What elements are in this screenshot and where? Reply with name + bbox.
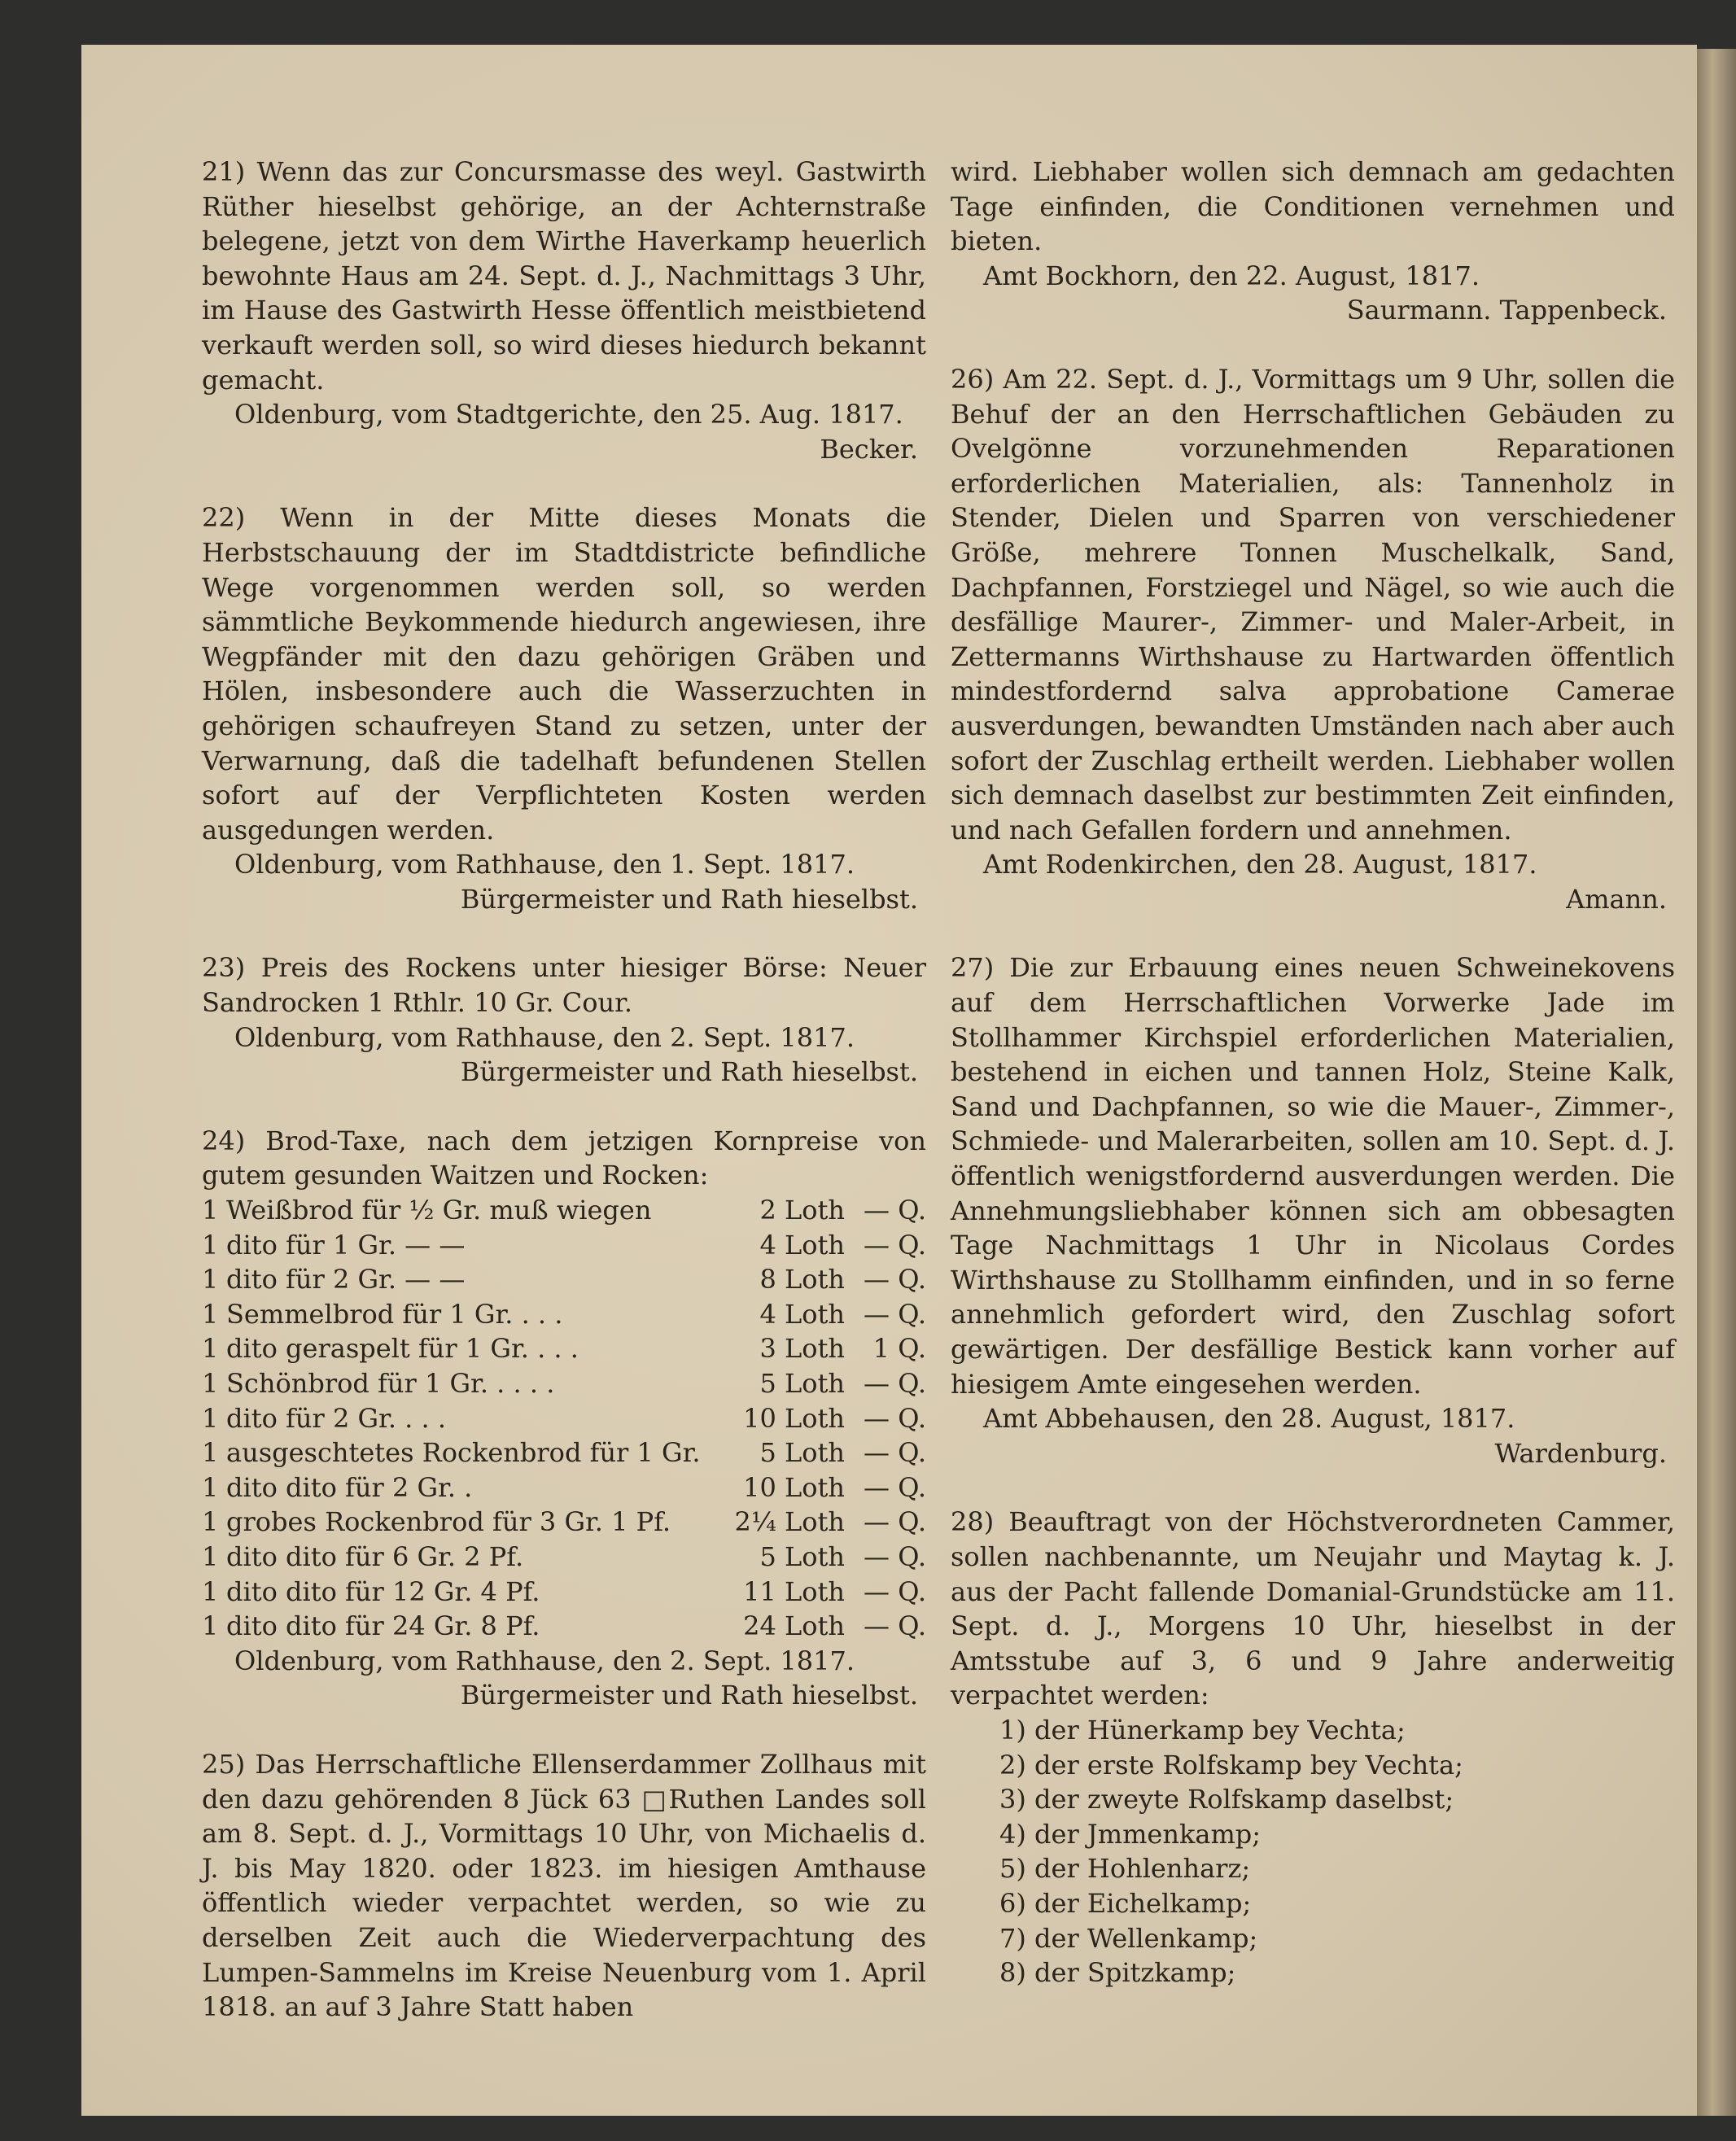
notice-23-signature: Bürgermeister und Rath hieselbst. — [460, 1056, 918, 1088]
notice-25-place: Amt Bockhorn, den 22. August, 1817. — [983, 260, 1480, 291]
table-row: 1 Schönbrod für 1 Gr. . . . . 5 Loth — Q. — [202, 1368, 926, 1399]
notice-27-place: Amt Abbehausen, den 28. August, 1817. — [983, 1403, 1515, 1435]
notice-24-place: Oldenburg, vom Rathhause, den 2. Sept. 1817. — [234, 1645, 855, 1676]
notice-21-place: Oldenburg, vom Stadtgerichte, den 25. Aug. 1817. — [234, 399, 903, 430]
notice-22-signature: Bürgermeister und Rath hieselbst. — [460, 883, 918, 915]
notice-26-text: 26) Am 22. Sept. d. J., Vormittags um 9 Uhr, sollen die Behuf der an den Herrschaftlichen Gebäuden zu Ovelgönne vorzunehmenden Reparationen erforderlichen Materialien, als: Tannenholz in Stender, Dielen und Sparren von verschiedener Größe, mehrere Tonnen Muschelkalk, Sand, Dachpfannen, Forstziegel und Nägel, so wie auch die desfällige Maurer-, Zimmer- und Maler-Arbeit, in Zettermanns Wirthshause zu Hartwarden öffentlich mindestfordernd salva approbatione Camerae ausverdungen, bewandten Umständen nach aber auch sofort der Zuschlag ertheilt werden. Liebhaber wollen sich demnach daselbst zur bestimmten Zeit einfinden, und nach Gefallen fordern und annehmen. — [951, 363, 1675, 845]
list-item: 5) der Hohlenharz; — [999, 1853, 1251, 1885]
notice-26-signature: Amann. — [1566, 883, 1667, 915]
table-row: 1 dito dito für 24 Gr. 8 Pf. 24 Loth — Q. — [202, 1610, 926, 1642]
list-item: 4) der Jmmenkamp; — [999, 1818, 1262, 1850]
notice-21-signature: Becker. — [820, 433, 918, 465]
list-item: 1) der Hünerkamp bey Vechta; — [999, 1714, 1406, 1746]
parcel-list — [951, 1713, 1675, 1990]
table-row: 1 dito für 1 Gr. — — 4 Loth — Q. — [202, 1229, 926, 1261]
table-row: 1 dito geraspelt für 1 Gr. . . . 3 Loth 1 Q. — [202, 1333, 926, 1365]
notice-22-place: Oldenburg, vom Rathhause, den 1. Sept. 1817. — [234, 849, 855, 880]
table-row: 1 dito dito für 2 Gr. . 10 Loth — Q. — [202, 1471, 926, 1503]
notice-28-text: 28) Beauftragt von der Höchstverordneten Cammer, sollen nachbenannte, um Neujahr und Maytag k. J. aus der Pacht fallende Domanial-Grundstücke am 11. Sept. d. J., Morgens 10 Uhr, hieselbst in der Amtsstube auf 3, 6 und 9 Jahre anderweitig verpachtet werden: — [951, 1506, 1675, 1711]
left-column — [202, 155, 926, 2025]
table-row: 1 dito für 2 Gr. — — 8 Loth — Q. — [202, 1264, 926, 1296]
table-row: 1 dito dito für 6 Gr. 2 Pf. 5 Loth — Q. — [202, 1540, 926, 1572]
table-row: 1 Semmelbrod für 1 Gr. . . . 4 Loth — Q. — [202, 1298, 926, 1330]
notice-25-text: 25) Das Herrschaftliche Ellenserdammer Zollhaus mit den dazu gehörenden 8 Jück 63 □Ruthen Landes soll am 8. Sept. d. J., Vormittags 10 Uhr, von Michaelis d. J. bis May 1820. oder 1823. im hiesigen Amthause öffentlich wieder verpachtet werden, so wie zu derselben Zeit auch die Wiederverpachtung des Lumpen-Sammelns im Kreise Neuenburg vom 1. April 1818. an auf 3 Jahre Statt haben — [202, 1748, 926, 2023]
next-page-edge — [1697, 49, 1736, 2116]
notice-24-text: 24) Brod-Taxe, nach dem jetzigen Kornpreise von gutem gesunden Waitzen und Rocken: — [202, 1125, 926, 1191]
list-item: 8) der Spitzkamp; — [999, 1957, 1236, 1989]
notice-27-text: 27) Die zur Erbauung eines neuen Schweinekovens auf dem Herrschaftlichen Vorwerke Jade im Stollhammer Kirchspiel erforderlichen Materialien, bestehend in eichen und tannen Holz, Steine Kalk, Sand und Dachpfannen, so wie die Mauer-, Zimmer-, Schmiede- und Malerarbeiten, sollen am 10. Sept. d. J. öffentlich wenigstfordernd ausverdungen werden. Die Annehmungsliebhaber können sich am obbesagten Tage Nachmittags 1 Uhr in Nicolaus Cordes Wirthshause zu Stollhamm einfinden, und in so ferne annehmlich gefordert wird, den Zuschlag sofort gewärtigen. Der desfällige Bestick kann vorher auf hiesigem Amte eingesehen werden. — [951, 952, 1675, 1400]
notice-27-signature: Wardenburg. — [1494, 1437, 1667, 1469]
list-item: 7) der Wellenkamp; — [999, 1922, 1258, 1954]
table-row: 1 dito dito für 12 Gr. 4 Pf. 11 Loth — Q. — [202, 1575, 926, 1607]
right-column — [951, 155, 1675, 1990]
notice-26-place: Amt Rodenkirchen, den 28. August, 1817. — [983, 849, 1537, 880]
notice-25-signature: Saurmann. Tappenbeck. — [1346, 295, 1667, 326]
list-item: 2) der erste Rolfskamp bey Vechta; — [999, 1749, 1463, 1781]
table-row: 1 dito für 2 Gr. . . . 10 Loth — Q. — [202, 1402, 926, 1434]
list-item: 3) der zweyte Rolfskamp daselbst; — [999, 1784, 1454, 1815]
notice-21-text: 21) Wenn das zur Concursmasse des weyl. Gastwirth Rüther hieselbst gehörige, an der Achternstraße belegene, jetzt von dem Wirthe Haverkamp heuerlich bewohnte Haus am 24. Sept. d. J., Nachmittags 3 Uhr, im Hause des Gastwirth Hesse öffentlich meistbietend verkauft werden soll, so wird dieses hiedurch bekannt gemacht. — [202, 156, 926, 395]
notice-24-signature: Bürgermeister und Rath hieselbst. — [460, 1680, 918, 1711]
notice-22-text: 22) Wenn in der Mitte dieses Monats die Herbstschauung der im Stadtdistricte befindliche Wege vorgenommen werden soll, so werden sämmtliche Beykommende hiedurch angewiesen, ihre Wegpfänder mit den dazu gehörigen Gräben und Hölen, insbesondere auch die Wasserzuchten in gehörigen schaufreyen Stand zu setzen, unter der Verwarnung, daß die tadelhaft befundenen Stellen sofort auf der Verpflichteten Kosten werden ausgedungen werden. — [202, 502, 926, 845]
notice-23-text: 23) Preis des Rockens unter hiesiger Börse: Neuer Sandrocken 1 Rthlr. 10 Gr. Cour. — [202, 952, 926, 1019]
notice-23-place: Oldenburg, vom Rathhause, den 2. Sept. 1817. — [234, 1021, 855, 1053]
bread-tax-table — [202, 1193, 926, 1644]
table-row: 1 grobes Rockenbrod für 3 Gr. 1 Pf. 2¼ Loth — Q. — [202, 1506, 926, 1538]
table-row: 1 Weißbrod für ½ Gr. muß wiegen 2 Loth — Q. — [202, 1195, 926, 1226]
table-row: 1 ausgeschtetes Rockenbrod für 1 Gr. 5 Loth — Q. — [202, 1437, 926, 1469]
notice-25-continuation: wird. Liebhaber wollen sich demnach am gedachten Tage einfinden, die Conditionen vernehmen und bieten. — [951, 156, 1675, 257]
list-item: 6) der Eichelkamp; — [999, 1887, 1252, 1919]
